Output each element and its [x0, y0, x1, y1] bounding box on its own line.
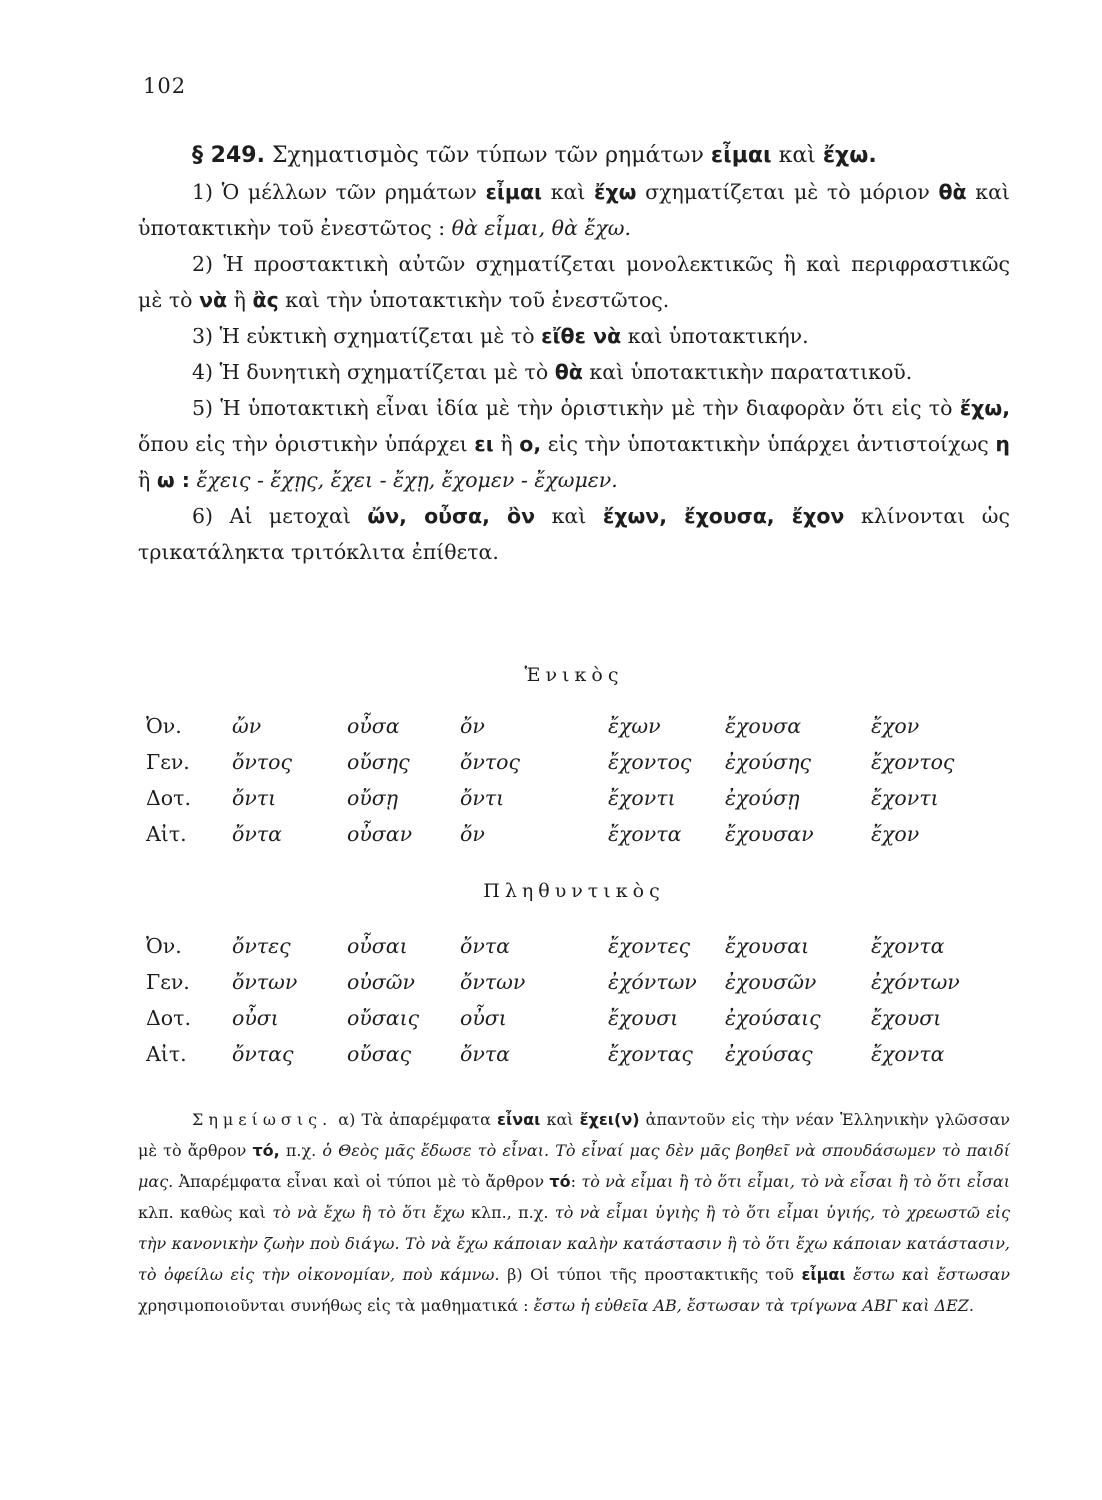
paragraph-3: [138, 318, 1010, 354]
text: καὶ: [546, 1110, 574, 1129]
text: 3) Ἡ εὐκτικὴ σχηματίζεται μὲ τὸ: [192, 324, 535, 348]
bold-term: ἔχει(ν): [579, 1110, 640, 1129]
text: ἢ: [138, 468, 151, 492]
text: 4) Ἡ δυνητικὴ σχηματίζεται μὲ τὸ: [192, 360, 549, 384]
form-cell: οὔσαις: [347, 1006, 420, 1030]
singular-label: Ἑνικὸς: [524, 664, 624, 686]
italic-example: ἔστω καὶ ἔστωσαν: [853, 1265, 1010, 1284]
text: καὶ: [551, 504, 587, 528]
form-cell: ἔχοντα: [871, 934, 945, 958]
form-cell: ἔχοντος: [871, 750, 955, 774]
form-cell: ὄντος: [232, 750, 292, 774]
form-cell: ὄντι: [232, 786, 277, 810]
text: ἢ: [500, 432, 513, 456]
case-label: Γεν.: [146, 970, 190, 994]
form-cell: ὄντες: [232, 934, 291, 958]
page-number: 102: [143, 74, 187, 98]
bold-term: ἔχω: [594, 180, 637, 204]
form-cell: ἔχον: [871, 822, 920, 846]
text: κλίνονται ὡς τρικατάληκτα τριτόκλιτα ἐπίθετα.: [138, 504, 1010, 564]
table-row: [146, 780, 991, 816]
section-number: § 249.: [192, 143, 265, 168]
bold-term: τό,: [252, 1141, 280, 1160]
form-cell: ὄντος: [460, 750, 520, 774]
form-cell: ἔχοντας: [608, 1042, 693, 1066]
text: α) Τὰ ἀπαρέμφατα: [338, 1110, 491, 1129]
text: :: [570, 1172, 576, 1191]
heading-verb1: εἶμαι: [710, 143, 772, 168]
case-label: Δοτ.: [146, 786, 192, 810]
form-cell: ὄντα: [232, 822, 282, 846]
case-label: Αἰτ.: [146, 822, 187, 846]
form-cell: ἔχοντα: [871, 1042, 945, 1066]
text: 2) Ἡ προστακτικὴ αὐτῶν σχηματίζεται μονολεκτικῶς ἢ καὶ περιφραστικῶς μὲ τὸ: [138, 252, 1010, 312]
singular-table: [146, 708, 991, 852]
table-row: [146, 816, 991, 852]
text: καὶ ὑποτακτικὴν τοῦ ἐνεστῶτος :: [138, 180, 1010, 240]
form-cell: ἔχοντες: [608, 934, 691, 958]
table-row: [146, 1036, 991, 1072]
form-cell: οὖσαν: [347, 822, 413, 846]
table-row: [146, 708, 991, 744]
text: κλπ., π.χ.: [470, 1203, 549, 1222]
text: σχηματίζεται μὲ τὸ μόριον: [645, 180, 930, 204]
text: κλπ. καθὼς καὶ: [138, 1203, 266, 1222]
form-cell: ἐχούσας: [725, 1042, 813, 1066]
case-label: Αἰτ.: [146, 1042, 187, 1066]
bold-term: η: [995, 432, 1010, 456]
paragraph-6: [138, 498, 1010, 570]
form-cell: ὤν: [232, 714, 262, 738]
heading-text: Σχηματισμὸς τῶν τύπων τῶν ρημάτων: [271, 143, 704, 168]
heading-verb2: ἔχω.: [822, 143, 877, 168]
text: 1) Ὁ μέλλων τῶν ρημάτων: [192, 180, 477, 204]
italic-example: τὸ νὰ εἶμαι ἢ τὸ ὅτι εἶμαι, τὸ νὰ εἶσαι ἢ τὸ ὅτι εἶσαι: [581, 1172, 1010, 1191]
form-cell: ἔχουσαν: [725, 822, 814, 846]
text: εἰς τὴν ὑποτακτικὴν ὑπάρχει ἀντιστοίχως: [547, 432, 989, 456]
text: π.χ.: [285, 1141, 317, 1160]
case-label: Ὀν.: [146, 934, 182, 958]
form-cell: ἔχουσι: [871, 1006, 942, 1030]
text: χρησιμοποιοῦνται συνήθως εἰς τὰ μαθηματικά :: [138, 1296, 529, 1315]
form-cell: ὄντα: [460, 934, 510, 958]
bold-term: ἔχω,: [959, 396, 1010, 420]
form-cell: ὄντι: [460, 786, 505, 810]
form-cell: ὄντων: [232, 970, 298, 994]
italic-example: ὁ Θεὸς μᾶς ἔδωσε τὸ εἶναι. Τὸ εἶναί μας δὲν μᾶς βοηθεῖ νὰ σπουδάσωμεν τὸ παιδί μας.: [138, 1141, 1010, 1191]
table-row: [146, 928, 991, 964]
text: 6) Αἱ μετοχαὶ: [192, 504, 351, 528]
form-cell: οὐσῶν: [347, 970, 415, 994]
italic-example: θὰ εἶμαι, θὰ ἔχω.: [451, 216, 631, 240]
form-cell: ἐχούσης: [725, 750, 811, 774]
form-cell: ἐχούσῃ: [725, 786, 800, 810]
bold-term: εἶμαι: [485, 180, 543, 204]
section-body: [138, 138, 1010, 570]
form-cell: ἔχοντι: [871, 786, 939, 810]
form-cell: ἔχων: [608, 714, 661, 738]
bold-term: ἂς: [252, 288, 279, 312]
bold-term: εἶμαι: [801, 1265, 846, 1284]
bold-term: ἔχων, ἔχουσα, ἔχον: [602, 504, 845, 528]
form-cell: οὖσι: [232, 1006, 279, 1030]
plural-table: [146, 928, 991, 1072]
form-cell: οὖσα: [347, 714, 400, 738]
paragraph-1: [138, 174, 1010, 246]
plural-label: Πληθυντικὸς: [483, 880, 665, 902]
form-cell: ὄν: [460, 714, 485, 738]
form-cell: οὔσας: [347, 1042, 412, 1066]
text: καὶ: [550, 180, 586, 204]
note-block: [138, 1104, 1010, 1321]
form-cell: ὄντων: [460, 970, 526, 994]
text: καὶ ὑποτακτικήν.: [627, 324, 809, 348]
form-cell: οὔσης: [347, 750, 410, 774]
bold-term: ω :: [156, 468, 190, 492]
form-cell: ἐχόντων: [871, 970, 960, 994]
section-heading: [138, 138, 1010, 174]
form-cell: ἔχοντος: [608, 750, 692, 774]
bold-term: εἴθε νὰ: [541, 324, 622, 348]
form-cell: ἔχουσα: [725, 714, 802, 738]
text: 5) Ἡ ὑποτακτικὴ εἶναι ἰδία μὲ τὴν ὁριστικὴν μὲ τὴν διαφορὰν ὅτι εἰς τὸ: [192, 396, 953, 420]
text: β) Οἱ τύποι τῆς προστακτικῆς τοῦ: [507, 1265, 794, 1284]
paragraph-2: [138, 246, 1010, 318]
table-row: [146, 744, 991, 780]
text: καὶ τὴν ὑποτακτικὴν τοῦ ἐνεστῶτος.: [285, 288, 670, 312]
form-cell: ἐχουσῶν: [725, 970, 817, 994]
bold-term: εἶναι: [497, 1110, 541, 1129]
bold-term: τό: [549, 1172, 571, 1191]
form-cell: ἔχοντα: [608, 822, 682, 846]
form-cell: ὄν: [460, 822, 485, 846]
text: ἀπαντοῦν εἰς τὴν νέαν Ἑλληνικὴν γλῶσσαν μὲ τὸ ἄρθρον: [138, 1110, 1011, 1160]
form-cell: ὄντας: [232, 1042, 294, 1066]
text: ἢ: [233, 288, 246, 312]
text: καὶ ὑποτακτικὴν παρατατικοῦ.: [589, 360, 913, 384]
form-cell: οὔσῃ: [347, 786, 399, 810]
form-cell: ἔχουσαι: [725, 934, 810, 958]
note-label: Σημείωσις.: [192, 1110, 333, 1129]
italic-example: ἔχεις - ἔχῃς, ἔχει - ἔχῃ, ἔχομεν - ἔχωμεν.: [196, 468, 618, 492]
form-cell: ἔχοντι: [608, 786, 676, 810]
paragraph-4: [138, 354, 1010, 390]
case-label: Δοτ.: [146, 1006, 192, 1030]
italic-example: τὸ νὰ εἶμαι ὑγιὴς ἢ τὸ ὅτι εἶμαι ὑγιής, τὸ χρεωστῶ εἰς τὴν κανονικὴν ζωὴν ποὺ διάγω. Τὸ νὰ ἔχω κάποιαν καλὴν κατάστασιν ἢ τὸ ὅτι ἔχω κάποιαν κατάστασιν, τὸ ὀφείλω εἰς τὴν οἰκονομίαν, ποὺ κάμνω.: [138, 1203, 1011, 1284]
form-cell: ἔχον: [871, 714, 920, 738]
bold-term: θὰ: [938, 180, 967, 204]
paragraph-5: [138, 390, 1010, 498]
italic-example: τὸ νὰ ἔχω ἢ τὸ ὅτι ἔχω: [272, 1203, 465, 1222]
bold-term: ο,: [519, 432, 542, 456]
bold-term: ει: [474, 432, 494, 456]
bold-term: θὰ: [554, 360, 583, 384]
form-cell: οὖσαι: [347, 934, 408, 958]
form-cell: ἐχόντων: [608, 970, 697, 994]
bold-term: ὤν, οὖσα, ὂν: [367, 504, 536, 528]
text: Ἀπαρέμφατα εἶναι καὶ οἱ τύποι μὲ τὸ ἄρθρον: [178, 1172, 545, 1191]
table-row: [146, 964, 991, 1000]
case-label: Γεν.: [146, 750, 190, 774]
heading-conj: καὶ: [778, 143, 816, 168]
table-row: [146, 1000, 991, 1036]
text: ὅπου εἰς τὴν ὁριστικὴν ὑπάρχει: [138, 432, 468, 456]
form-cell: ὄντα: [460, 1042, 510, 1066]
case-label: Ὀν.: [146, 714, 182, 738]
form-cell: οὖσι: [460, 1006, 507, 1030]
form-cell: ἐχούσαις: [725, 1006, 821, 1030]
form-cell: ἔχουσι: [608, 1006, 679, 1030]
bold-term: νὰ: [199, 288, 228, 312]
italic-example: ἔστω ἡ εὐθεῖα ΑΒ, ἔστωσαν τὰ τρίγωνα ΑΒΓ καὶ ΔΕΖ.: [533, 1296, 974, 1315]
